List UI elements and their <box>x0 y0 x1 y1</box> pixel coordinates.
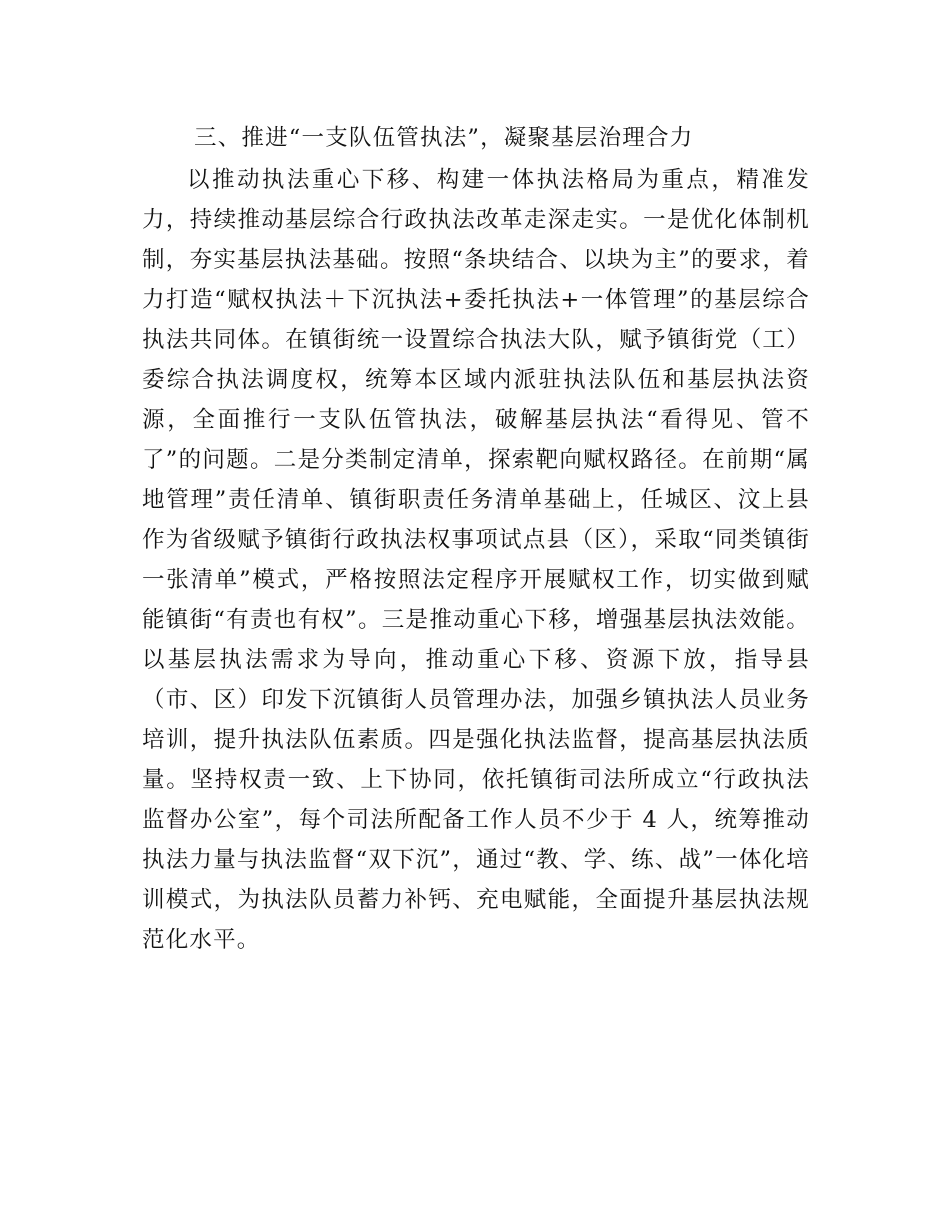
section-paragraph: 以推动执法重心下移、构建一体执法格局为重点，精准发力，持续推动基层综合行政执法改革走深走实。一是优化体制机制，夯实基层执法基础。按照“条块结合、以块为主”的要求，着力打造“赋权执法＋下沉执法+委托执法+一体管理”的基层综合执法共同体。在镇街统一设置综合执法大队，赋予镇街党（工）委综合执法调度权，统筹本区域内派驻执法队伍和基层执法资源，全面推行一支队伍管执法，破解基层执法“看得见、管不了”的问题。二是分类制定清单，探索靶向赋权路径。在前期“属地管理”责任清单、镇街职责任务清单基础上，任城区、汶上县作为省级赋予镇街行政执法权事项试点县（区），采取“同类镇街一张清单”模式，严格按照法定程序开展赋权工作，切实做到赋能镇街“有责也有权”。三是推动重心下移，增强基层执法效能。以基层执法需求为导向，推动重心下移、资源下放，指导县（市、区）印发下沉镇街人员管理办法，加强乡镇执法人员业务培训，提升执法队伍素质。四是强化执法监督，提高基层执法质量。坚持权责一致、上下协同，依托镇街司法所成立“行政执法监督办公室”，每个司法所配备工作人员不少于 4 人，统筹推动执法力量与执法监督“双下沉”，通过“教、学、练、战”一体化培训模式，为执法队员蓄力补钙、充电赋能，全面提升基层执法规范化水平。 <box>142 167 810 953</box>
section-heading: 三、推进“一支队伍管执法”，凝聚基层治理合力 <box>194 125 694 151</box>
document-page <box>142 118 810 960</box>
